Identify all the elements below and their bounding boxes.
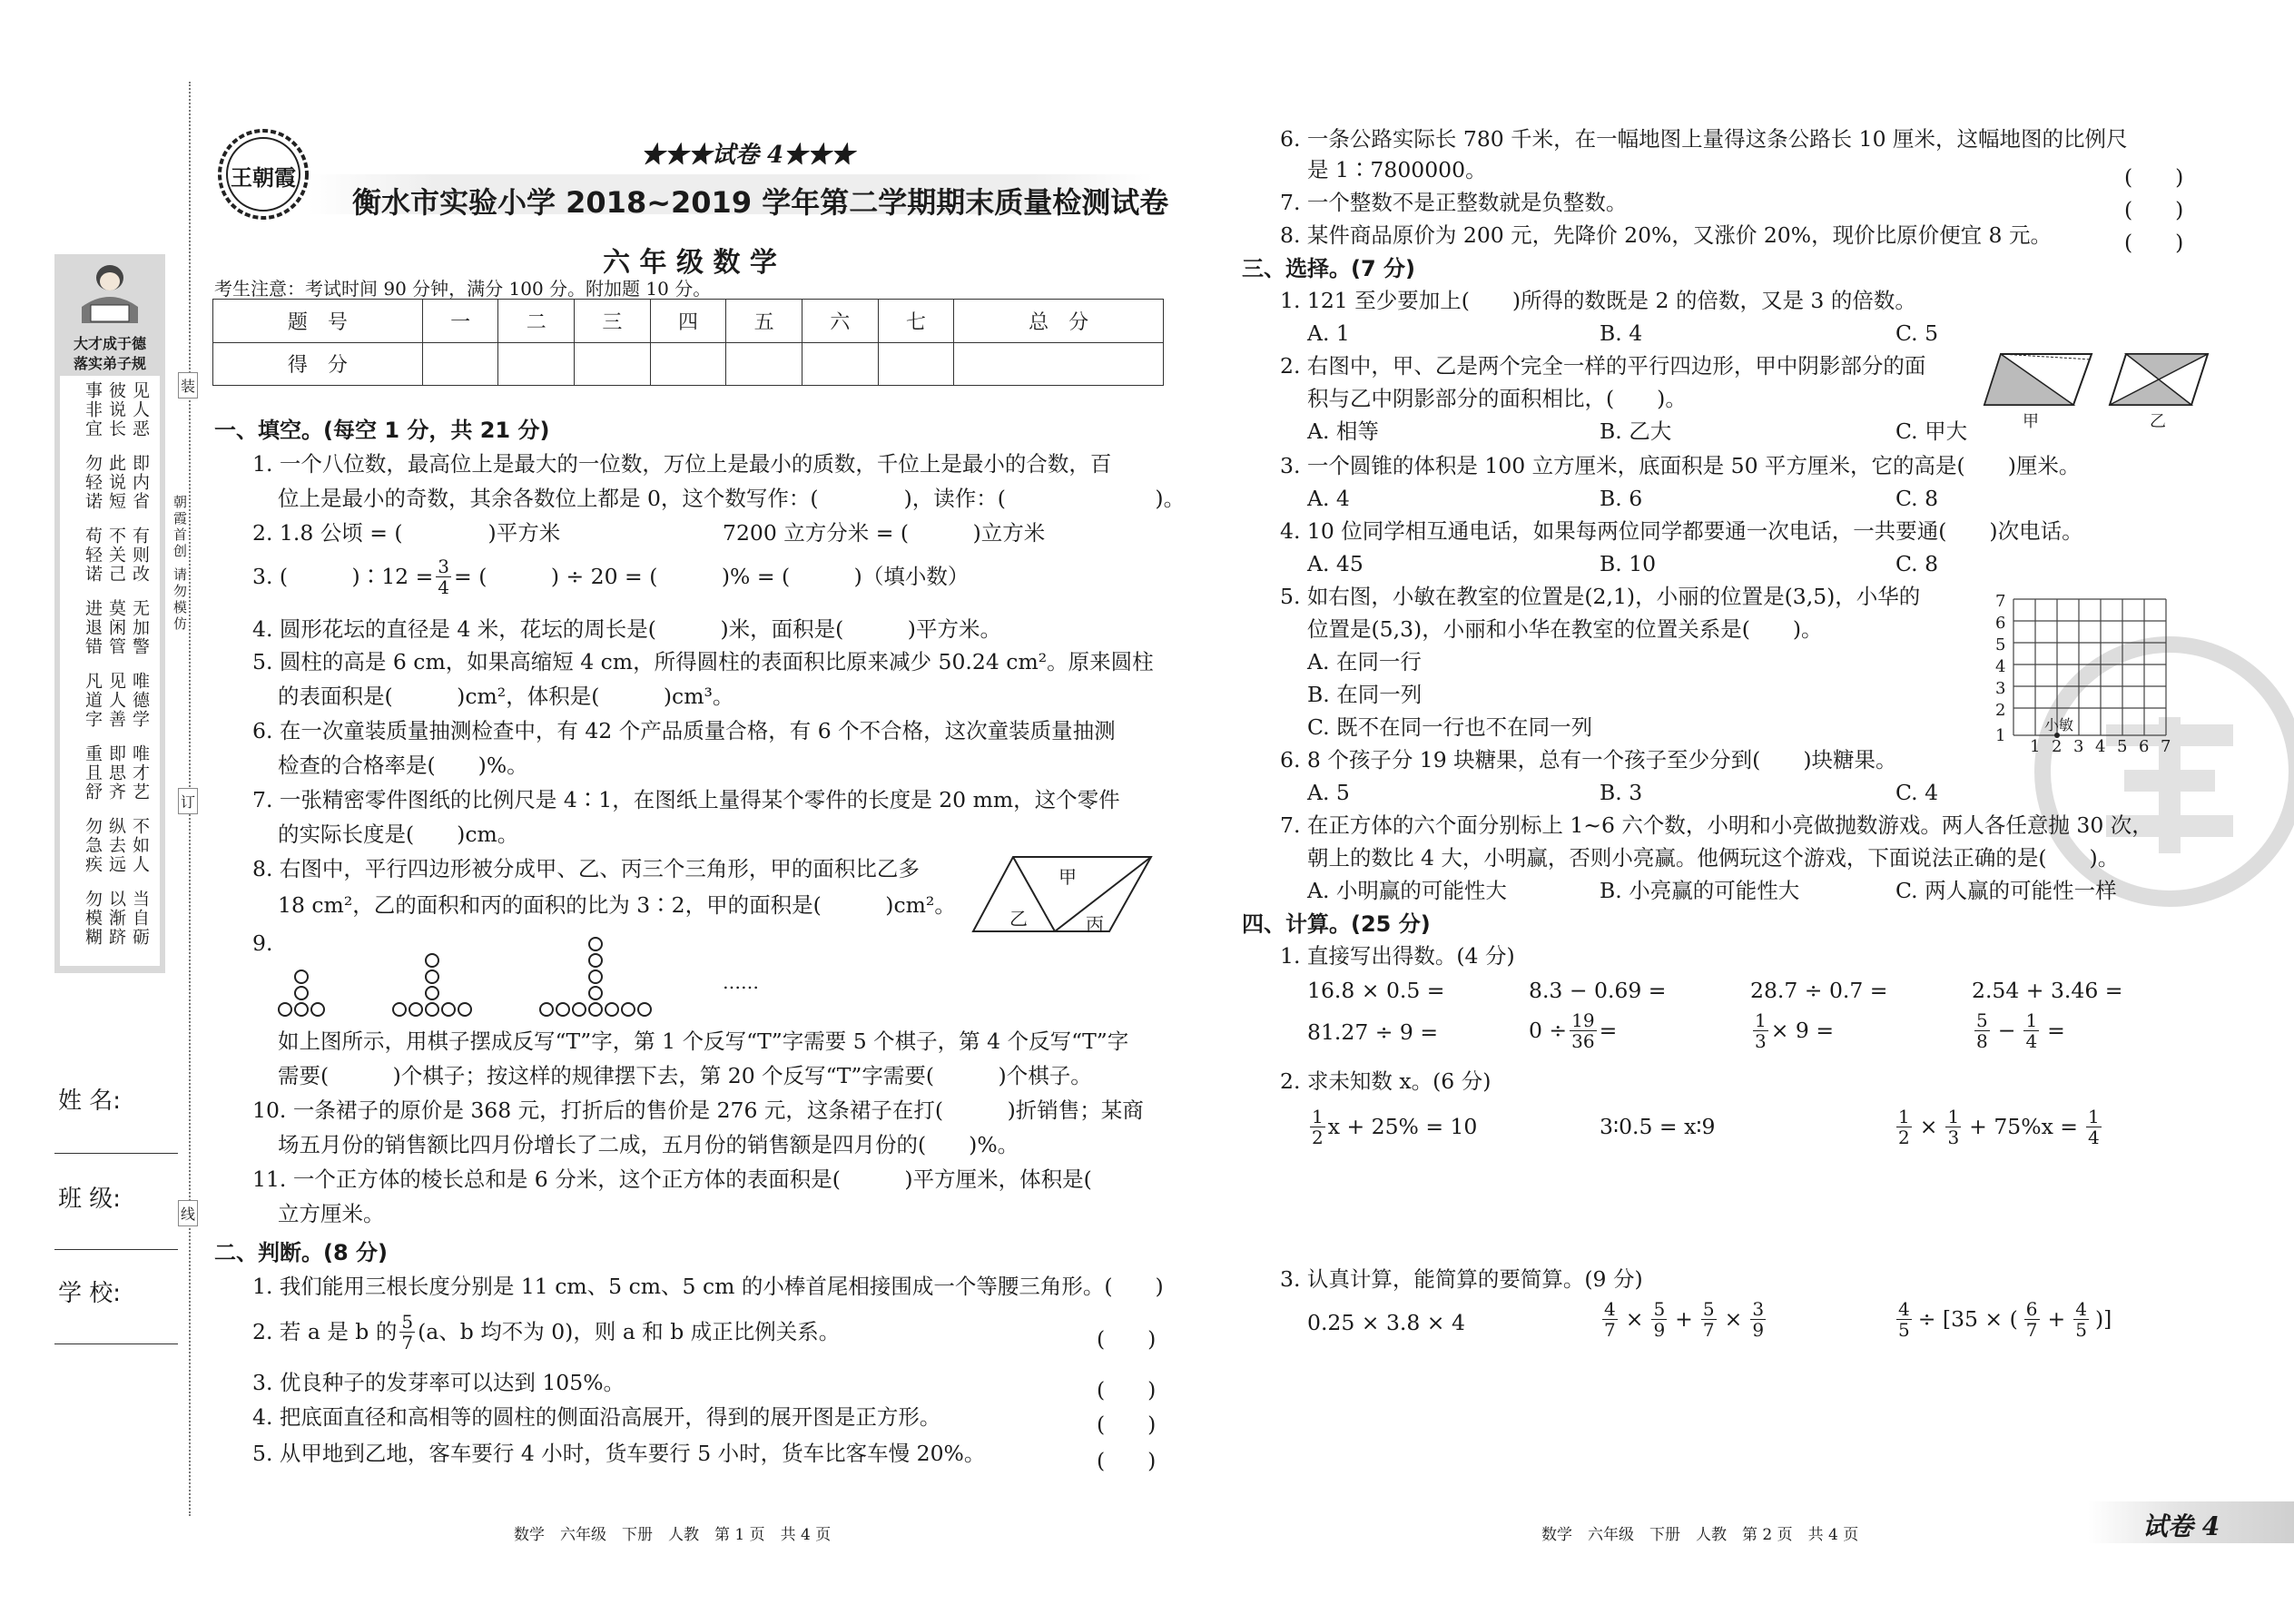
grid-y-1: 1 <box>1995 726 2006 745</box>
fraction <box>1750 1300 1766 1339</box>
motto-col: 进退错 <box>83 599 103 656</box>
s1-q8-line1: 8. 右图中，平行四边形被分成甲、乙、丙三个三角形，甲的面积比乙多 <box>252 856 920 881</box>
motto-col: 当自砺 <box>130 890 150 947</box>
calc-7 <box>1750 1011 1834 1050</box>
footer-left: 数学 六年级 下册 人教 第 1 页 共 4 页 <box>514 1526 832 1544</box>
score-header: 题 号 <box>213 300 423 343</box>
section2-title: 二、判断。(8 分) <box>214 1240 388 1265</box>
numerator: 3 <box>438 556 450 577</box>
grid-y-6: 6 <box>1995 614 2006 633</box>
score-table <box>212 299 1164 386</box>
calc-6 <box>1529 1011 1617 1050</box>
equation-1 <box>1307 1107 1477 1147</box>
s3-q6-opt-a[interactable]: A. 5 <box>1307 780 1350 805</box>
denominator: 9 <box>1653 1319 1666 1341</box>
calc-6-b: = <box>1599 1017 1618 1043</box>
fig-label-yi: 乙 <box>1009 908 1028 930</box>
motto-col: 勿轻诺 <box>83 454 103 511</box>
s2-q1: 1. 我们能用三根长度分别是 11 cm、5 cm、5 cm 的小棒首尾相接围成一个等腰三角形。( ) <box>252 1274 1164 1299</box>
s2-q5: 5. 从甲地到乙地，客车要行 4 小时，货车要行 5 小时，货车比客车慢 20%。 <box>252 1441 986 1466</box>
s3-q1-opt-c[interactable]: C. 5 <box>1895 320 1939 346</box>
s3-q3-opt-a[interactable]: A. 4 <box>1307 486 1350 511</box>
s3-q1: 1. 121 至少要加上( )所得的数既是 2 的倍数，又是 3 的倍数。 <box>1280 288 1916 313</box>
numerator: 4 <box>1898 1298 1910 1320</box>
numerator: 1 <box>2025 1009 2038 1031</box>
s3-q5-opt-b[interactable]: B. 在同一列 <box>1307 682 1423 707</box>
s1-q10-line1: 10. 一条裙子的原价是 368 元，打折后的售价是 276 元，这条裙子在打( )折销售；某商 <box>252 1097 1144 1123</box>
section1-title: 一、填空。(每空 1 分，共 21 分) <box>214 418 550 443</box>
subject-title: 六 年 级 数 学 <box>603 247 777 279</box>
seat-grid-figure <box>1994 590 2188 763</box>
section4-title: 四、计算。(25 分) <box>1242 911 1431 937</box>
s3-q2-opt-b[interactable]: B. 乙大 <box>1600 418 1672 444</box>
s1-q4: 4. 圆形花坛的直径是 4 米，花坛的周长是( )米，面积是( )平方米。 <box>252 616 1001 642</box>
grid-x-5: 5 <box>2117 737 2128 756</box>
motto-col: 见人善 <box>106 672 126 729</box>
grid-x-2: 2 <box>2052 737 2063 756</box>
s1-q1-line2: 位上是最小的奇数，其余各数位上都是 0，这个数写作：( )，读作：( )。 <box>278 486 1186 511</box>
fraction <box>399 1313 415 1352</box>
denominator: 36 <box>1571 1030 1595 1052</box>
s2-q3: 3. 优良种子的发芽率可以达到 105%。 <box>252 1370 625 1395</box>
score-header: 六 <box>802 300 878 343</box>
s3-q5-line1: 5. 如右图，小敏在教室的位置是(2,1)，小丽的位置是(3,5)，小华的 <box>1280 584 1921 609</box>
cut-label-2: 订 <box>178 788 198 814</box>
denominator: 2 <box>1898 1127 1910 1148</box>
s1-q5-line2: 的表面积是( )cm²，体积是( )cm³。 <box>278 684 734 709</box>
s1-q7-line1: 7. 一张精密零件图纸的比例尺是 4∶1，在图纸上量得某个零件的长度是 20 mm，这个零件 <box>252 787 1120 812</box>
exam-title: 衡水市实验小学 2018~2019 学年第二学期期末质量检测试卷 <box>352 185 1169 220</box>
score-header: 五 <box>726 300 802 343</box>
denominator: 7 <box>1702 1319 1715 1341</box>
motto-col: 以渐跻 <box>106 890 126 947</box>
answer-paren[interactable]: ( ) <box>1097 1448 1157 1473</box>
parallelogram-figure <box>971 853 1153 935</box>
calc-6-a: 0 ÷ <box>1529 1017 1568 1043</box>
denominator: 8 <box>1976 1030 1988 1052</box>
s3-q5-opt-a[interactable]: A. 在同一行 <box>1307 649 1422 674</box>
grid-y-2: 2 <box>1995 701 2006 720</box>
s1-q11-line1: 11. 一个正方体的棱长总和是 6 分米，这个正方体的表面积是( )平方厘米，体积是( <box>252 1166 1135 1192</box>
numerator: 1 <box>1755 1009 1767 1031</box>
grid-point-label: 小敏 <box>2044 716 2074 733</box>
grid-y-3: 3 <box>1995 679 2006 698</box>
calc-7-b: × 9 = <box>1770 1017 1835 1043</box>
s3-q6: 6. 8 个孩子分 19 块糖果，总有一个孩子至少分到( )块糖果。 <box>1280 747 1897 773</box>
denominator: 5 <box>1898 1319 1910 1341</box>
fraction <box>1974 1011 1990 1050</box>
motto-top: 大才成于德 <box>73 335 146 352</box>
fraction <box>2023 1011 2039 1050</box>
score-cell[interactable] <box>650 342 726 386</box>
brand-logo <box>216 127 310 221</box>
s3-q4-opt-c[interactable]: C. 8 <box>1895 551 1939 576</box>
footer-tag: 试卷 4 <box>2142 1511 2220 1541</box>
s4-part1-title: 1. 直接写出得数。(4 分) <box>1280 943 1515 969</box>
school-label: 学 校: <box>58 1280 122 1307</box>
fraction <box>2073 1300 2089 1339</box>
s1-q6-line1: 6. 在一次童装质量抽测检查中，有 42 个产品质量合格，有 6 个不合格，这次童装质量抽测 <box>252 718 1116 743</box>
equation-3-op1: × <box>1919 1113 1938 1139</box>
s2-q6-line2: 是 1∶7800000。 <box>1307 157 1487 182</box>
answer-paren[interactable]: ( ) <box>2124 230 2184 255</box>
s1-q9-number: 9. <box>252 930 273 956</box>
op: + <box>2047 1305 2066 1332</box>
op: ÷ [35 × ( <box>1917 1305 2018 1332</box>
s1-q5-line1: 5. 圆柱的高是 6 cm，如果高缩短 4 cm，所得圆柱的表面积比原来减少 50.24 cm²。原来圆柱 <box>252 649 1154 674</box>
school-field[interactable] <box>54 1343 178 1344</box>
pattern-ellipsis: …… <box>723 971 759 993</box>
score-cell[interactable] <box>575 342 651 386</box>
motto-col: 苟轻诺 <box>83 527 103 584</box>
s2-q7: 7. 一个整数不是正整数就是负整数。 <box>1280 190 1628 215</box>
s3-q7-line2: 朝上的数比 4 大，小明赢，否则小亮赢。他俩玩这个游戏，下面说法正确的是( )。 <box>1307 845 2120 871</box>
grid-x-7: 7 <box>2161 737 2171 756</box>
score-cell[interactable] <box>878 342 954 386</box>
s3-q5-opt-c[interactable]: C. 既不在同一行也不在同一列 <box>1307 714 1593 740</box>
score-header: 二 <box>498 300 575 343</box>
s1-q2-part2: 7200 立方分米 = ( )立方米 <box>723 520 1046 546</box>
cut-label-3: 线 <box>178 1200 198 1226</box>
s1-q9-line2: 需要( )个棋子；按这样的规律摆下去，第 20 个反写“T”字需要( )个棋子。 <box>278 1063 1092 1088</box>
motto-col: 彼说长 <box>106 381 126 438</box>
score-header: 一 <box>422 300 498 343</box>
class-label: 班 级: <box>58 1186 122 1213</box>
s3-q4-opt-a[interactable]: A. 45 <box>1307 551 1364 576</box>
motto-col: 见人恶 <box>130 381 150 438</box>
s3-q6-opt-c[interactable]: C. 4 <box>1895 780 1939 805</box>
shaded-parallelograms-figure <box>1983 349 2210 439</box>
s3-q1-opt-a[interactable]: A. 1 <box>1307 320 1350 346</box>
denominator: 4 <box>438 576 450 598</box>
score-header: 四 <box>650 300 726 343</box>
side-banner <box>54 254 165 973</box>
compute-1: 0.25 × 3.8 × 4 <box>1307 1310 1465 1335</box>
fraction <box>1570 1011 1596 1050</box>
calc-1: 16.8 × 0.5 = <box>1307 978 1445 1003</box>
s3-q5-line2: 位置是(5,3)，小丽和小华在教室的位置关系是( )。 <box>1307 616 1823 642</box>
score-cell[interactable] <box>726 342 802 386</box>
fraction <box>1896 1107 1912 1147</box>
grid-y-5: 5 <box>1995 635 2006 655</box>
s3-q2-line1: 2. 右图中，甲、乙是两个完全一样的平行四边形，甲中阴影部分的面 <box>1280 353 1926 379</box>
motto-col: 唯才艺 <box>130 744 150 802</box>
s3-q3-opt-c[interactable]: C. 8 <box>1895 486 1939 511</box>
chess-pattern-figure <box>272 935 781 1026</box>
motto-col: 莫闲管 <box>106 599 126 656</box>
footer-right: 数学 六年级 下册 人教 第 2 页 共 4 页 <box>1541 1526 1859 1544</box>
motto-col: 勿急疾 <box>83 817 103 874</box>
score-cell[interactable] <box>802 342 878 386</box>
answer-paren[interactable]: ( ) <box>2124 164 2184 190</box>
numerator: 5 <box>401 1311 414 1333</box>
grid-y-4: 4 <box>1995 657 2006 676</box>
s3-q4: 4. 10 位同学相互通电话，如果每两位同学都要通一次电话，一共要通( )次电话。 <box>1280 518 2083 544</box>
numerator: 3 <box>1752 1298 1765 1320</box>
s2-q8: 8. 某件商品原价为 200 元，先降价 20%，又涨价 20%，现价比原价便宜 8 元。 <box>1280 222 2052 248</box>
s1-q6-line2: 检查的合格率是( )%。 <box>278 753 528 778</box>
calc-8 <box>1972 1011 2065 1050</box>
motto-col: 即思齐 <box>106 744 126 802</box>
s3-q6-opt-b[interactable]: B. 3 <box>1600 780 1643 805</box>
answer-paren[interactable]: ( ) <box>1097 1377 1157 1403</box>
s3-q7-opt-c[interactable]: C. 两人赢的可能性一样 <box>1895 878 2117 903</box>
motto-col: 勿模糊 <box>83 890 103 947</box>
numerator: 6 <box>2025 1298 2038 1320</box>
motto-col: 事非宜 <box>83 381 103 438</box>
numerator: 4 <box>2075 1298 2087 1320</box>
numerator: 1 <box>2087 1106 2100 1127</box>
denominator: 4 <box>2025 1030 2038 1052</box>
motto-col: 此说短 <box>106 454 126 511</box>
s1-q7-line2: 的实际长度是( )cm。 <box>278 822 519 847</box>
numerator: 1 <box>1898 1106 1910 1127</box>
s1-q11-line2: 立方厘米。 <box>278 1201 385 1226</box>
calc-8-op: − <box>1997 1017 2016 1043</box>
fraction <box>1896 1300 1912 1339</box>
section3-title: 三、选择。(7 分) <box>1242 256 1415 281</box>
grid-x-3: 3 <box>2073 737 2084 756</box>
op: )] <box>2094 1305 2112 1332</box>
motto-col: 无加警 <box>130 599 150 656</box>
answer-paren[interactable]: ( ) <box>1097 1326 1157 1352</box>
grid-x-4: 4 <box>2095 737 2106 756</box>
fraction <box>1602 1300 1618 1339</box>
numerator: 1 <box>1947 1106 1960 1127</box>
motto-col: 即内省 <box>130 454 150 511</box>
grid-x-6: 6 <box>2139 737 2150 756</box>
grid-x-1: 1 <box>2030 737 2041 756</box>
s3-q4-opt-b[interactable]: B. 10 <box>1600 551 1657 576</box>
calc-8-b: = <box>2047 1017 2065 1043</box>
denominator: 2 <box>1312 1127 1324 1148</box>
s3-q7-opt-b[interactable]: B. 小亮赢的可能性大 <box>1600 878 1800 903</box>
calc-4: 2.54 + 3.46 = <box>1972 978 2123 1003</box>
s4-part3-title: 3. 认真计算，能简算的要简算。(9 分) <box>1280 1266 1643 1292</box>
motto-col: 重且舒 <box>83 744 103 802</box>
denominator: 7 <box>1604 1319 1616 1341</box>
score-cell[interactable] <box>498 342 575 386</box>
s1-q1-line1: 1. 一个八位数，最高位上是最大的一位数，万位上是最小的质数，千位上是最小的合数，百 <box>252 451 1112 477</box>
numerator: 5 <box>1702 1298 1715 1320</box>
score-header: 三 <box>575 300 651 343</box>
s1-q3 <box>252 557 969 596</box>
compute-2 <box>1600 1300 1768 1339</box>
motto-col: 有则改 <box>130 527 150 584</box>
fig-label-bing: 丙 <box>1086 913 1104 935</box>
fraction <box>2024 1300 2040 1339</box>
motto-col: 唯德学 <box>130 672 150 729</box>
s1-q3-a: 3. ( )∶12 = <box>252 563 434 589</box>
motto-col: 不关己 <box>106 527 126 584</box>
fraction <box>1310 1107 1325 1147</box>
s1-q9-line1: 如上图所示，用棋子摆成反写“T”字，第 1 个反写“T”字需要 5 个棋子，第 4 个反写“T”字 <box>278 1029 1129 1054</box>
score-cell[interactable] <box>422 342 498 386</box>
equation-3 <box>1894 1107 2104 1147</box>
s1-q8-line2: 18 cm²，乙的面积和丙的面积的比为 3∶2，甲的面积是( )cm²。 <box>278 892 956 918</box>
s3-q3-opt-b[interactable]: B. 6 <box>1600 486 1643 511</box>
motto-col: 凡道字 <box>83 672 103 729</box>
op: × <box>1724 1305 1743 1332</box>
op: × <box>1625 1305 1644 1332</box>
equation-1-b: x + 25% = 10 <box>1327 1113 1478 1139</box>
grid-y-7: 7 <box>1995 592 2006 611</box>
s2-q2 <box>252 1313 840 1352</box>
s3-q3: 3. 一个圆锥的体积是 100 立方厘米，底面积是 50 平方厘米，它的高是( )厘米。 <box>1280 453 2081 478</box>
fraction <box>436 557 451 596</box>
denominator: 5 <box>2075 1319 2087 1341</box>
motto-col: 不如人 <box>130 817 150 874</box>
score-cell[interactable] <box>954 342 1164 386</box>
s2-q2-b: (a、b 均不为 0)，则 a 和 b 成正比例关系。 <box>418 1318 841 1344</box>
class-field[interactable] <box>54 1249 178 1250</box>
denominator: 9 <box>1752 1319 1765 1341</box>
s2-q4: 4. 把底面直径和高相等的圆柱的侧面沿高展开，得到的展开图是正方形。 <box>252 1404 941 1430</box>
score-header: 总 分 <box>954 300 1164 343</box>
name-field[interactable] <box>54 1153 178 1154</box>
motto-bottom: 落实弟子规 <box>73 355 146 372</box>
s3-q2-opt-a[interactable]: A. 相等 <box>1307 418 1379 444</box>
fraction <box>1651 1300 1667 1339</box>
fig-label-jia: 甲 <box>1058 866 1077 888</box>
denominator: 4 <box>2087 1127 2100 1148</box>
vertical-note: 朝霞首创 请勿模仿 <box>172 495 188 633</box>
numerator: 5 <box>1653 1298 1666 1320</box>
answer-paren[interactable]: ( ) <box>1097 1412 1157 1437</box>
motto-col: 纵去远 <box>106 817 126 874</box>
compute-3 <box>1894 1300 2112 1339</box>
op: + <box>1675 1305 1693 1332</box>
equation-3-op2: + 75%x = <box>1969 1113 2078 1139</box>
calc-3: 28.7 ÷ 0.7 = <box>1750 978 1888 1003</box>
fig-label-yi: 乙 <box>2150 412 2166 431</box>
fraction <box>1753 1011 1768 1050</box>
numerator: 19 <box>1571 1009 1595 1031</box>
score-header: 七 <box>878 300 954 343</box>
s3-q7-line1: 7. 在正方体的六个面分别标上 1~6 六个数，小明和小亮做抛数游戏。两人各任意抛 30 次， <box>1280 812 2153 838</box>
s1-q10-line2: 场五月份的销售额比四月份增长了二成，五月份的销售额是四月份的( )%。 <box>278 1132 1019 1157</box>
numerator: 1 <box>1312 1106 1324 1127</box>
s2-q6-line1: 6. 一条公路实际长 780 千米，在一幅地图上量得这条公路长 10 厘米，这幅地图的比例尺 <box>1280 126 2128 152</box>
denominator: 3 <box>1755 1030 1767 1052</box>
s3-q2-opt-c[interactable]: C. 甲大 <box>1895 418 1968 444</box>
fig-label-jia: 甲 <box>2023 412 2039 431</box>
s1-q2-part1: 2. 1.8 公顷 = ( )平方米 <box>252 520 561 546</box>
s2-q2-a: 2. 若 a 是 b 的 <box>252 1318 398 1344</box>
calc-5: 81.27 ÷ 9 = <box>1307 1019 1439 1045</box>
answer-paren[interactable]: ( ) <box>2124 197 2184 222</box>
s3-q1-opt-b[interactable]: B. 4 <box>1600 320 1643 346</box>
exam-tag: ★★★试卷 4★★★ <box>641 142 855 169</box>
s3-q7-opt-a[interactable]: A. 小明赢的可能性大 <box>1307 878 1507 903</box>
denominator: 3 <box>1947 1127 1960 1148</box>
name-label: 姓 名: <box>58 1088 122 1115</box>
denominator: 7 <box>401 1332 414 1353</box>
logo-text: 王朝霞 <box>231 164 296 191</box>
exam-notice: 考生注意：考试时间 90 分钟，满分 100 分。附加题 10 分。 <box>214 278 712 300</box>
score-row-label: 得 分 <box>213 342 423 386</box>
numerator: 4 <box>1604 1298 1616 1320</box>
s3-q2-line2: 积与乙中阴影部分的面积相比，( )。 <box>1307 386 1687 411</box>
cut-label-1: 装 <box>178 372 198 399</box>
s4-part2-title: 2. 求未知数 x。(6 分) <box>1280 1068 1492 1094</box>
fraction <box>1945 1107 1961 1147</box>
numerator: 5 <box>1976 1009 1988 1031</box>
fraction <box>2086 1107 2102 1147</box>
s1-q3-b: = ( ) ÷ 20 = ( )% = ( )（填小数） <box>454 563 970 589</box>
fraction <box>1701 1300 1717 1339</box>
equation-2: 3∶0.5 = x∶9 <box>1600 1114 1716 1139</box>
calc-2: 8.3 − 0.69 = <box>1529 978 1667 1003</box>
denominator: 7 <box>2025 1319 2038 1341</box>
